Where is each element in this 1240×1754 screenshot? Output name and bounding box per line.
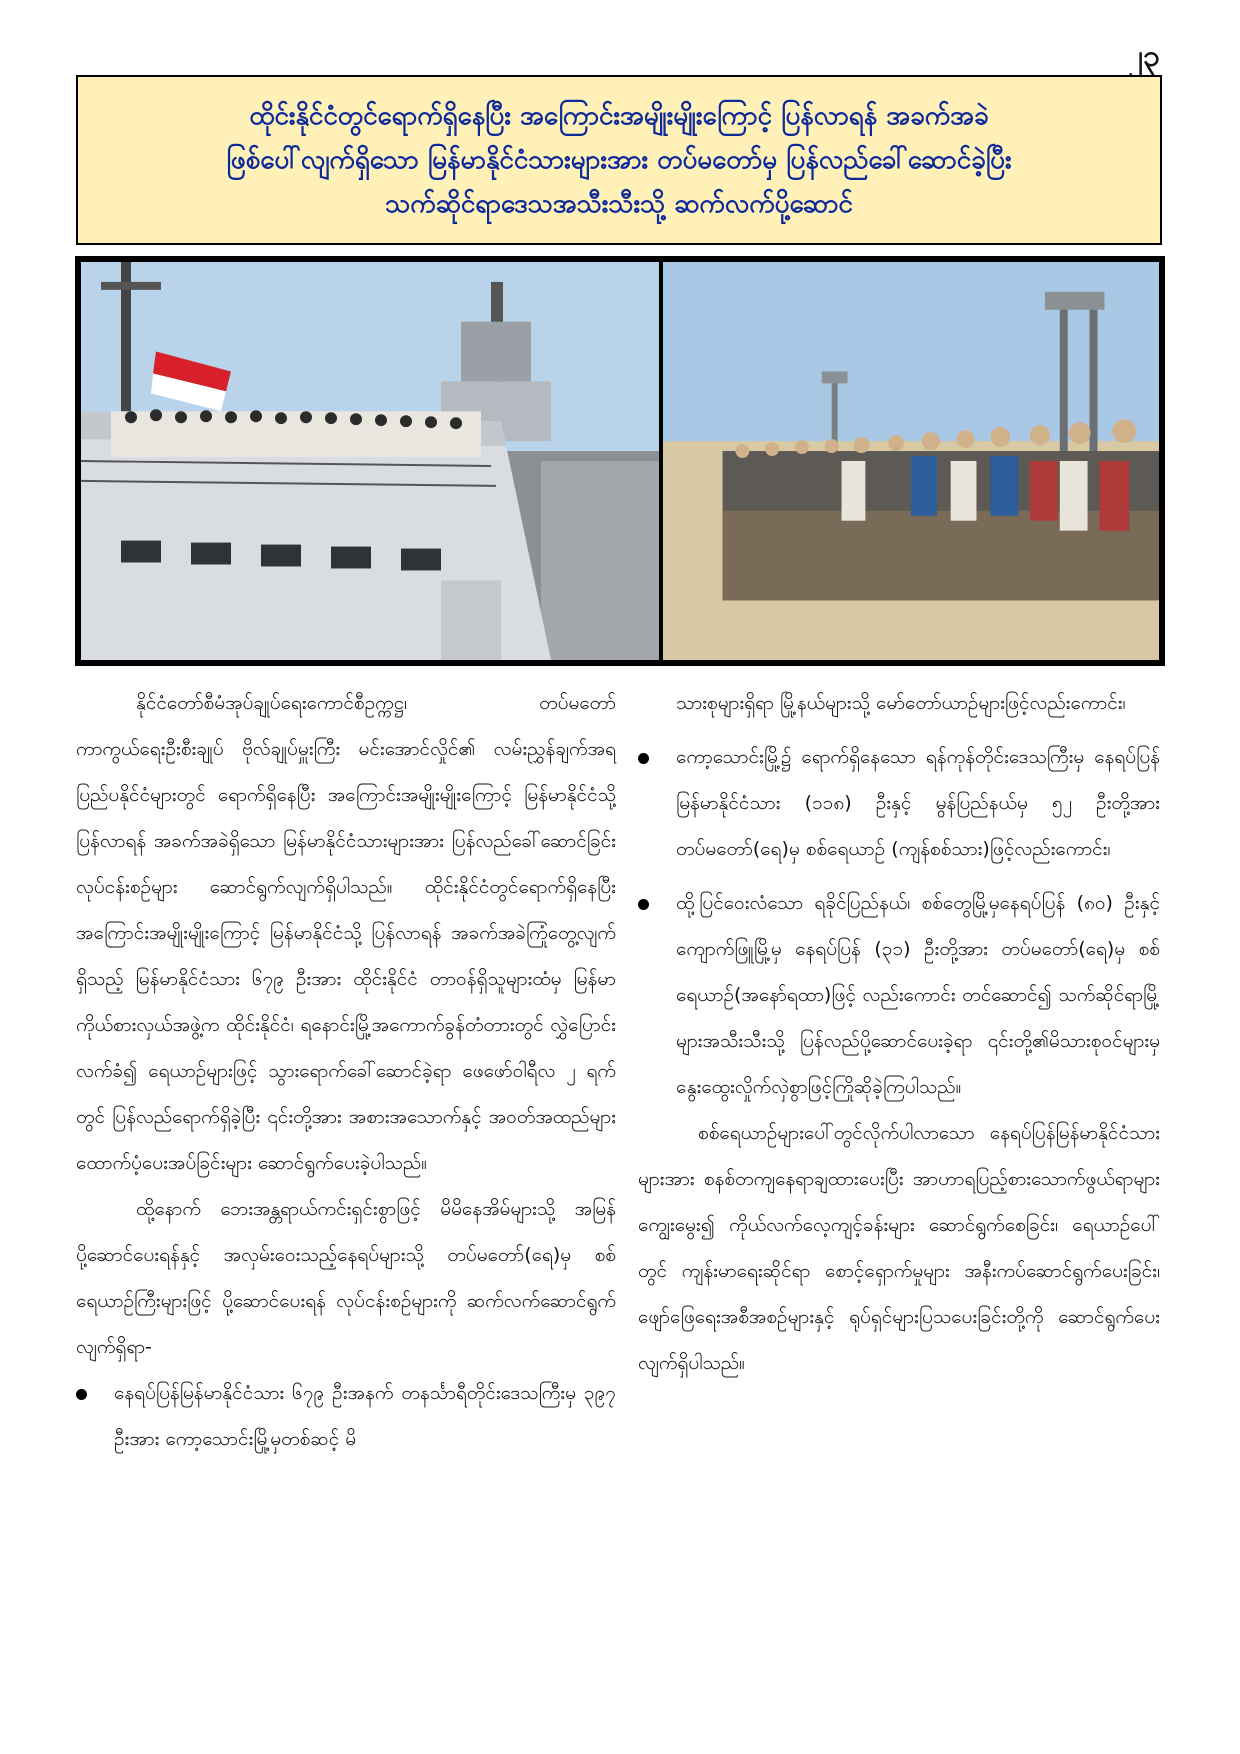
bullet-item-2	[638, 734, 1160, 872]
bullet-dot-icon	[638, 753, 649, 764]
bullet-item-1-text: နေရပ်ပြန်မြန်မာနိုင်ငံသား ၆၇၉ ဦးအနက် တနင်္သာရီတိုင်းဒေသကြီးမှ ၃၉၇ ဦးအား ကော့သောင်းမြို့မှတစ်ဆင့် မိ	[114, 1382, 616, 1450]
followup-paragraph: ထို့နောက် ဘေးအန္တရာယ်ကင်းရှင်းစွာဖြင့် မိမိနေအိမ်များသို့ အမြန်ပို့ဆောင်ပေးရန်နှင့် အလှမ်းဝေးသည့်နေရပ်များသို့ တပ်မတော်(ရေ)မှ စစ်ရေယာဉ်ကြီးများဖြင့် ပို့ဆောင်ပေးရန် လုပ်ငန်းစဉ်များကို ဆက်လက်ဆောင်ရွက်လျက်ရှိရာ-	[76, 1198, 616, 1358]
bullet-item-1-continued: သားစုများရှိရာ မြို့နယ်များသို့ မော်တော်ယာဉ်များဖြင့်လည်းကောင်း၊	[676, 692, 1126, 714]
photo-frame	[75, 256, 1165, 666]
headline-box	[76, 75, 1162, 245]
ship-illustration	[81, 262, 659, 660]
page-number: ၂၃	[1128, 39, 1160, 74]
bullet-item-1	[76, 1370, 616, 1462]
bullet-item-2-text: ကော့သောင်းမြို့၌ ရောက်ရှိနေသော ရန်ကုန်တိုင်းဒေသကြီးမှ နေရပ်ပြန်မြန်မာနိုင်ငံသား (၁၁၈) ဦးနှင့် မွန်ပြည်နယ်မှ ၅၂ ဦးတို့အား တပ်မတော်(ရေ)မှ စစ်ရေယာဉ် (ကျန်စစ်သား)ဖြင့်လည်းကောင်း၊	[676, 746, 1160, 860]
port-illustration	[663, 262, 1159, 660]
intro-paragraph: နိုင်ငံတော်စီမံအုပ်ချုပ်ရေးကောင်စီဥက္ကဋ္ဌ၊ တပ်မတော်ကာကွယ်ရေးဦးစီးချုပ် ဗိုလ်ချုပ်မှူးကြီး မင်းအောင်လှိုင်၏ လမ်းညွှန်ချက်အရ ပြည်ပနိုင်ငံများတွင် ရောက်ရှိနေပြီး အကြောင်းအမျိုးမျိုးကြောင့် မြန်မာနိုင်ငံသို့ပြန်လာရန် အခက်အခဲရှိသော မြန်မာနိုင်ငံသားများအား ပြန်လည်ခေါ်ဆောင်ခြင်းလုပ်ငန်းစဉ်များ ဆောင်ရွက်လျက်ရှိပါသည်။ ထိုင်းနိုင်ငံတွင်ရောက်ရှိနေပြီး အကြောင်းအမျိုးမျိုးကြောင့် မြန်မာနိုင်ငံသို့ ပြန်လာရန် အခက်အခဲကြုံတွေ့လျက်ရှိသည့် မြန်မာနိုင်ငံသား ၆၇၉ ဦးအား ထိုင်းနိုင်ငံ တာဝန်ရှိသူများထံမှ မြန်မာကိုယ်စားလှယ်အဖွဲ့က ထိုင်းနိုင်ငံ၊ ရနောင်းမြို့အကောက်ခွန်တံတားတွင် လွှဲပြောင်းလက်ခံ၍ ရေယာဉ်များဖြင့် သွားရောက်ခေါ်ဆောင်ခဲ့ရာ ဖေဖော်ဝါရီလ ၂ ရက်တွင် ပြန်လည်ရောက်ရှိခဲ့ပြီး ၎င်းတို့အား အစားအသောက်နှင့် အဝတ်အထည်များ ထောက်ပံ့ပေးအပ်ခြင်းများ ဆောင်ရွက်ပေးခဲ့ပါသည်။	[76, 692, 616, 1174]
photo-ship	[81, 262, 659, 660]
headline-line-1: ထိုင်းနိုင်ငံတွင်ရောက်ရှိနေပြီး အကြောင်းအမျိုးမျိုးကြောင့် ပြန်လာရန် အခက်အခဲ	[249, 101, 989, 131]
bullet-dot-icon	[638, 899, 649, 910]
left-column	[76, 680, 616, 1462]
bullet-item-3	[638, 880, 1160, 1110]
bullet-dot-icon	[76, 1389, 87, 1400]
photo-port	[663, 262, 1159, 660]
right-column	[638, 680, 1160, 1386]
closing-paragraph: စစ်ရေယာဉ်များပေါ်တွင်လိုက်ပါလာသော နေရပ်ပြန်မြန်မာနိုင်ငံသားများအား စနစ်တကျနေရာချထားပေးပြီး အာဟာရပြည့်စားသောက်ဖွယ်ရာများ ကျွေးမွေး၍ ကိုယ်လက်လေ့ကျင့်ခန်းများ ဆောင်ရွက်စေခြင်း၊ ရေယာဉ်ပေါ်တွင် ကျန်းမာရေးဆိုင်ရာ စောင့်ရှောက်မှုများ အနီးကပ်ဆောင်ရွက်ပေးခြင်း၊ ဖျော်ဖြေရေးအစီအစဉ်များနှင့် ရုပ်ရှင်များပြသပေးခြင်းတို့ကို ဆောင်ရွက်ပေးလျက်ရှိပါသည်။	[638, 1122, 1160, 1374]
bullet-item-3-text: ထို့ပြင်ဝေးလံသော ရခိုင်ပြည်နယ်၊ စစ်တွေမြို့မှနေရပ်ပြန် (၈၀) ဦးနှင့် ကျောက်ဖြူမြို့မှ နေရပ်ပြန် (၃၁) ဦးတို့အား တပ်မတော်(ရေ)မှ စစ်ရေယာဉ်(အနော်ရထာ)ဖြင့် လည်းကောင်း တင်ဆောင်၍ သက်ဆိုင်ရာမြို့များအသီးသီးသို့ ပြန်လည်ပို့ဆောင်ပေးခဲ့ရာ ၎င်းတို့၏မိသားစုဝင်များမှ နွေးထွေးလှိုက်လှဲစွာဖြင့်ကြိုဆိုခဲ့ကြပါသည်။	[676, 892, 1160, 1098]
headline-line-2: ဖြစ်ပေါ်လျက်ရှိသော မြန်မာနိုင်ငံသားများအား တပ်မတော်မှ ပြန်လည်ခေါ်ဆောင်ခဲ့ပြီး	[226, 145, 1012, 175]
headline-line-3: သက်ဆိုင်ရာဒေသအသီးသီးသို့ ဆက်လက်ပို့ဆောင်	[385, 189, 853, 219]
